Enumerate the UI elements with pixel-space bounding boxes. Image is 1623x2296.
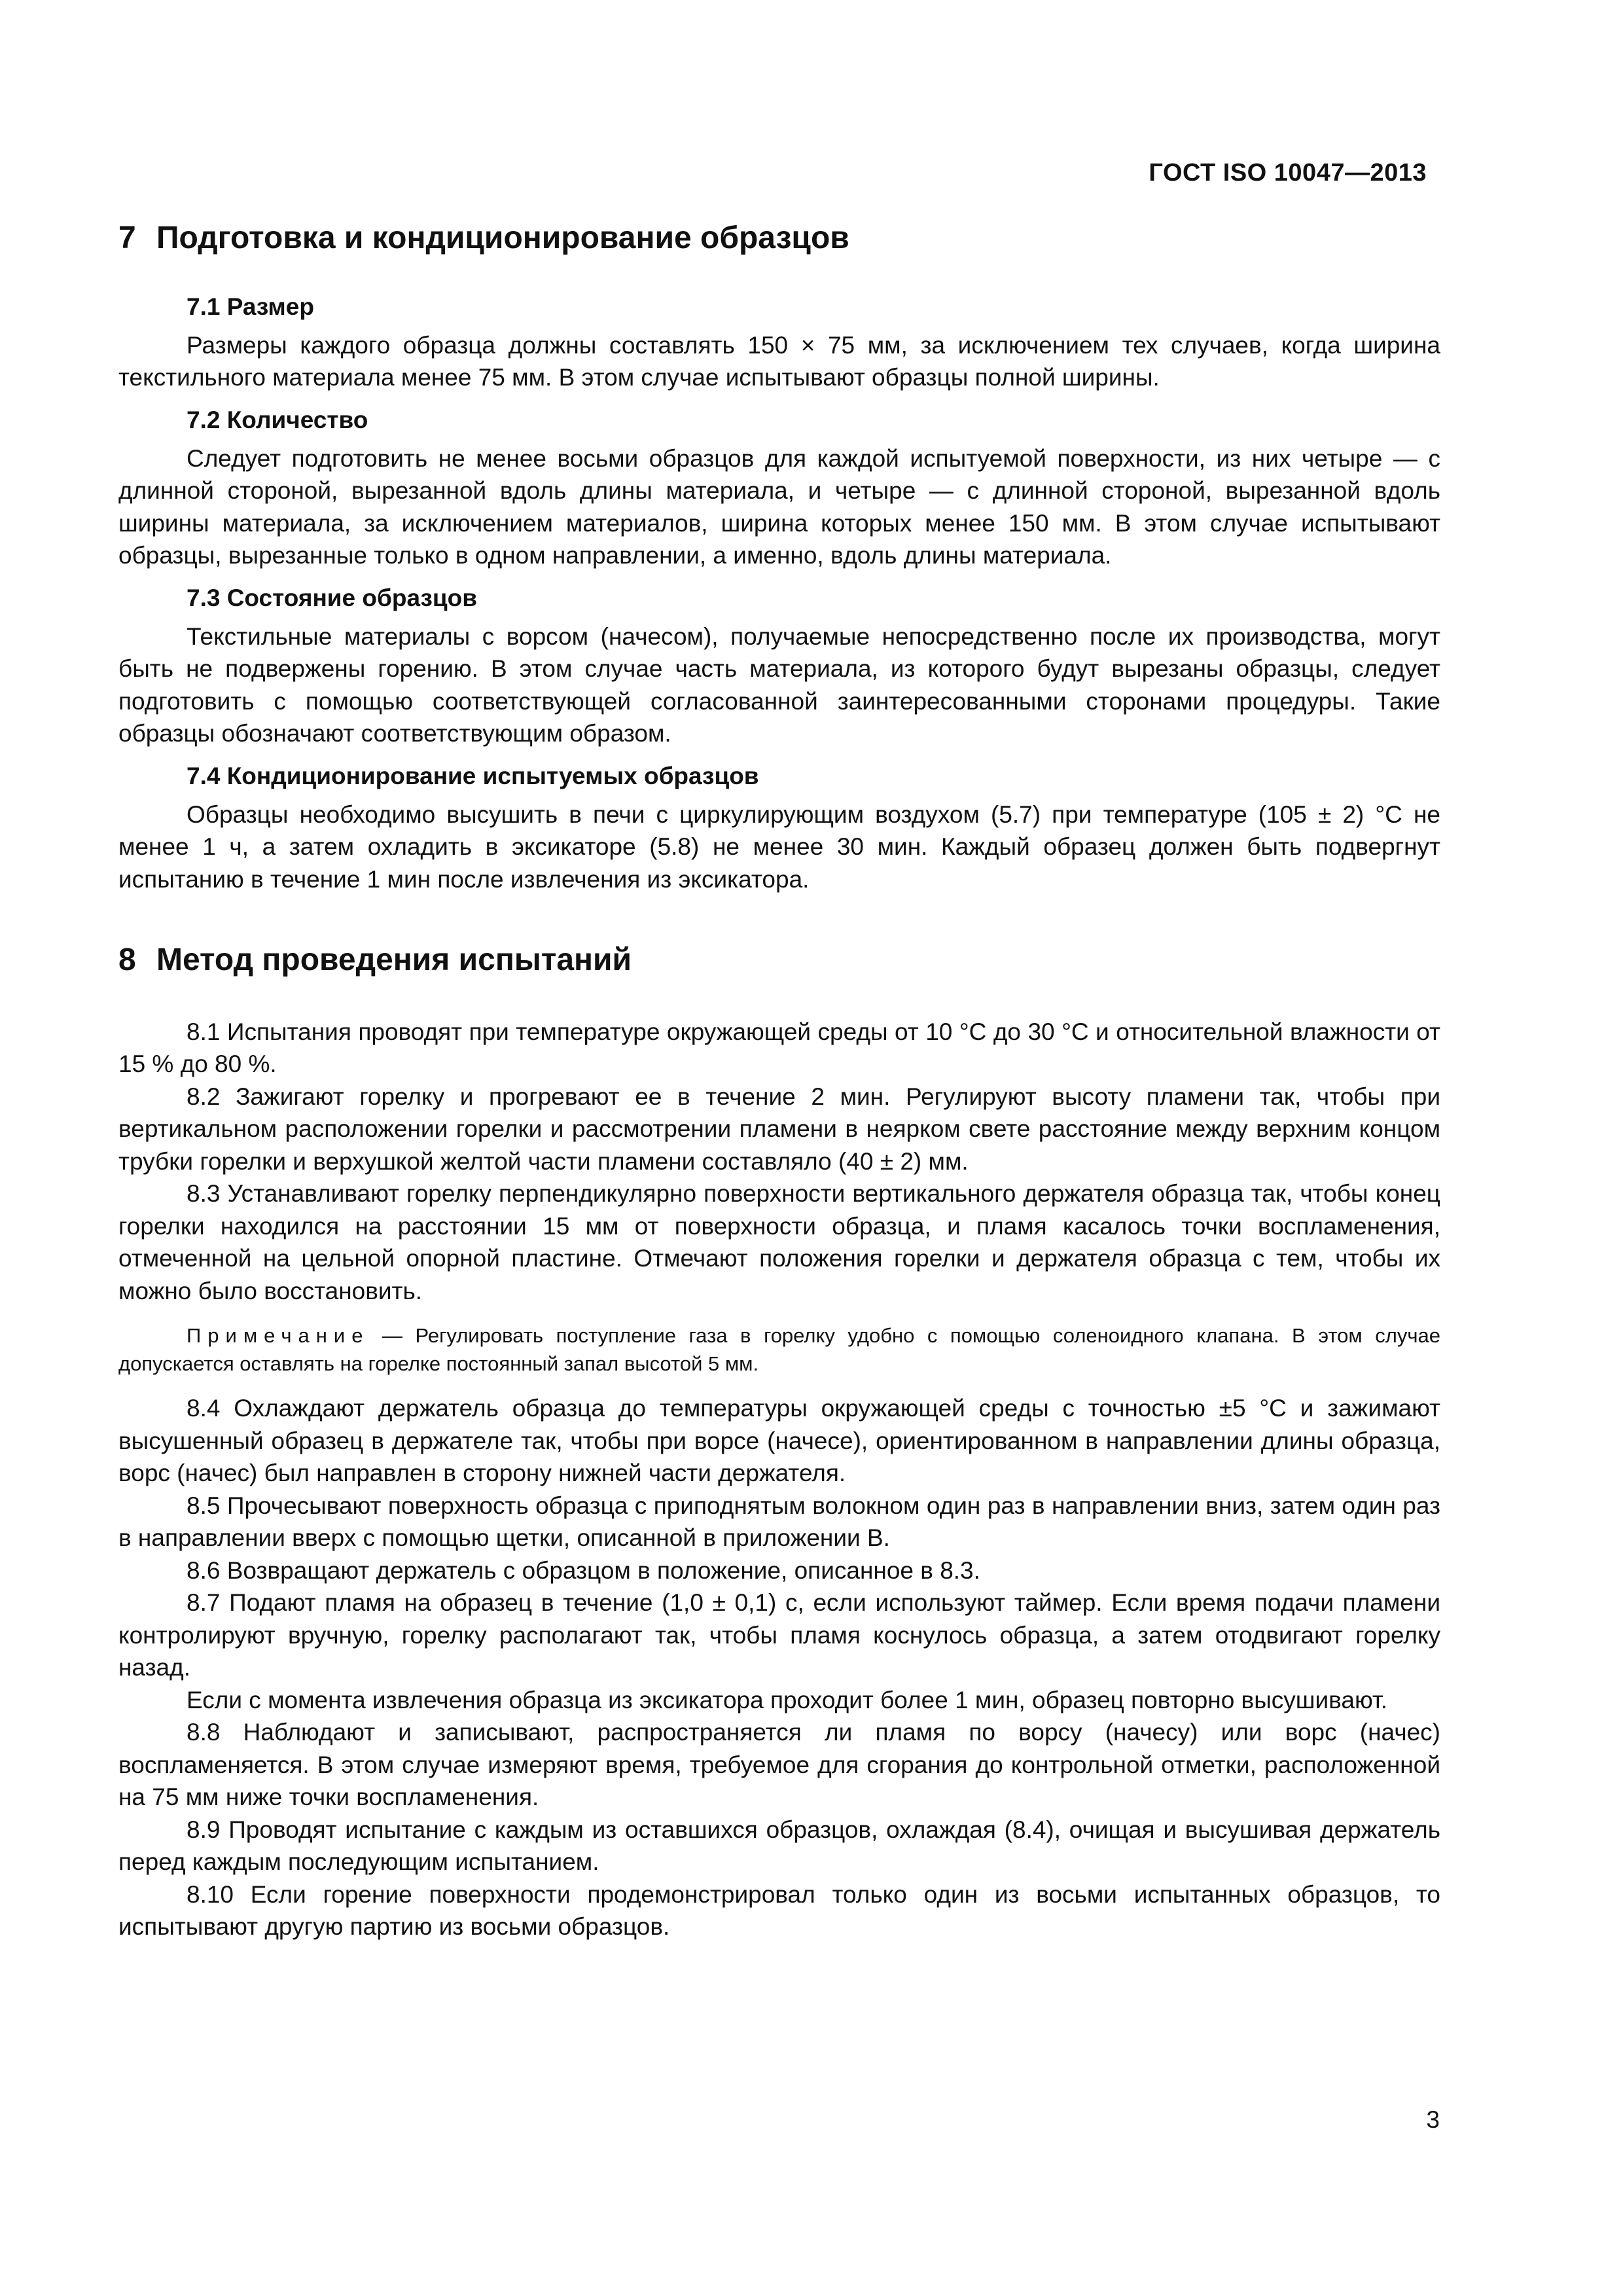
paragraph-8-10: 8.10 Если горение поверхности продемонстрировал только один из восьми испытанных образцов, то испытывают другую партию из восьми образцов. [118,1880,1440,1941]
section-8-heading [118,941,1440,979]
paragraph-7-1: Размеры каждого образца должны составлять 150 × 75 мм, за исключением тех случаев, когда ширина текстильного материала менее 75 мм. В этом случае испытывают образцы полной ширины. [118,331,1440,391]
page-number: 3 [1426,2106,1440,2133]
note-label: Примечание [187,1324,370,1348]
section-7-number: 7 [118,221,136,255]
paragraph-7-2: Следует подготовить не менее восьми образцов для каждой испытуемой поверхности, из них четыре — с длинной стороной, вырезанной вдоль длины материала, и четыре — с длинной стороной, вырезанной вдоль ширины материала, за исключением материалов, ширина которых менее 150 мм. В этом случае испытывают образцы, вырезанные только в одном направлении, а именно, вдоль длины материала. [118,444,1440,569]
paragraph-8-7-continued: Если с момента извлечения образца из эксикатора проходит более 1 мин, образец повторно высушивают. [187,1686,1388,1713]
paragraph-8-8: 8.8 Наблюдают и записывают, распространяется ли пламя по ворсу (начесу) или ворс (начес) воспламеняется. В этом случае измеряют время, требуемое для сгорания до контрольной отметки, расположенной на 75 мм ниже точки воспламенения. [118,1719,1440,1811]
subsection-7-1-title: 7.1 Размер [187,293,314,320]
paragraph-8-2: 8.2 Зажигают горелку и прогревают ее в течение 2 мин. Регулируют высоту пламени так, чтобы при вертикальном расположении горелки и рассмотрении пламени в неярком свете расстояние между верхним концом трубки горелки и верхушкой желтой части пламени составляло (40 ± 2) мм. [118,1083,1440,1175]
note-text: — Регулировать поступление газа в горелку удобно с помощью соленоидного клапана. В этом случае допускается оставлять на горелке постоянный запал высотой 5 мм. [118,1324,1440,1376]
paragraph-8-4: 8.4 Охлаждают держатель образца до температуры окружающей среды с точностью ±5 °С и зажимают высушенный образец в держателе так, чтобы при ворсе (начесе), ориентированном в направлении длины образца, ворс (начес) был направлен в сторону нижней части держателя. [118,1395,1440,1487]
paragraph-8-9: 8.9 Проводят испытание с каждым из оставшихся образцов, охлаждая (8.4), очищая и высушивая держатель перед каждым последующим испытанием. [118,1816,1440,1876]
paragraph-8-7: 8.7 Подают пламя на образец в течение (1,0 ± 0,1) с, если используют таймер. Если время подачи пламени контролируют вручную, горелку располагают так, чтобы пламя коснулось образца, а затем отодвигают горелку назад. [118,1589,1440,1681]
page-content [118,219,1440,1943]
paragraph-8-6: 8.6 Возвращают держатель с образцом в положение, описанное в 8.3. [187,1556,980,1584]
paragraph-7-4: Образцы необходимо высушить в печи с циркулирующим воздухом (5.7) при температуре (105 ± 2) °С не менее 1 ч, а затем охладить в эксикаторе (5.8) не менее 30 мин. Каждый образец должен быть подвергнут испытанию в течение 1 мин после извлечения из эксикатора. [118,800,1440,893]
document-code: ГОСТ ISO 10047—2013 [1149,159,1427,187]
paragraph-8-5: 8.5 Прочесывают поверхность образца с приподнятым волокном один раз в направлении вниз, затем один раз в направлении вверх с помощью щетки, описанной в приложении В. [118,1492,1440,1552]
section-8-number: 8 [118,942,136,978]
section-7-heading [118,219,1440,257]
note-block [118,1321,1440,1378]
paragraph-7-3: Текстильные материалы с ворсом (начесом), получаемые непосредственно после их производства, могут быть не подвержены горению. В этом случае часть материала, из которого будут вырезаны образцы, следует подготовить с помощью соответствующей согласованной заинтересованными сторонами процедуры. Такие образцы обозначают соответствующим образом. [118,622,1440,747]
subsection-7-2-title: 7.2 Количество [187,406,368,433]
paragraph-8-1: 8.1 Испытания проводят при температуре окружающей среды от 10 °С до 30 °С и относительной влажности от 15 % до 80 %. [118,1018,1440,1078]
subsection-7-3-title: 7.3 Состояние образцов [187,584,477,611]
paragraph-8-3: 8.3 Устанавливают горелку перпендикулярно поверхности вертикального держателя образца так, чтобы конец горелки находился на расстоянии 15 мм от поверхности образца, и пламя касалось точки воспламенения, отмеченной на цельной опорной пластине. Отмечают положения горелки и держателя образца с тем, чтобы их можно было восстановить. [118,1180,1440,1304]
subsection-7-4-title: 7.4 Кондиционирование испытуемых образцов [187,762,759,789]
section-7-title: Подготовка и кондиционирование образцов [156,221,849,255]
section-8-title: Метод проведения испытаний [156,942,632,978]
